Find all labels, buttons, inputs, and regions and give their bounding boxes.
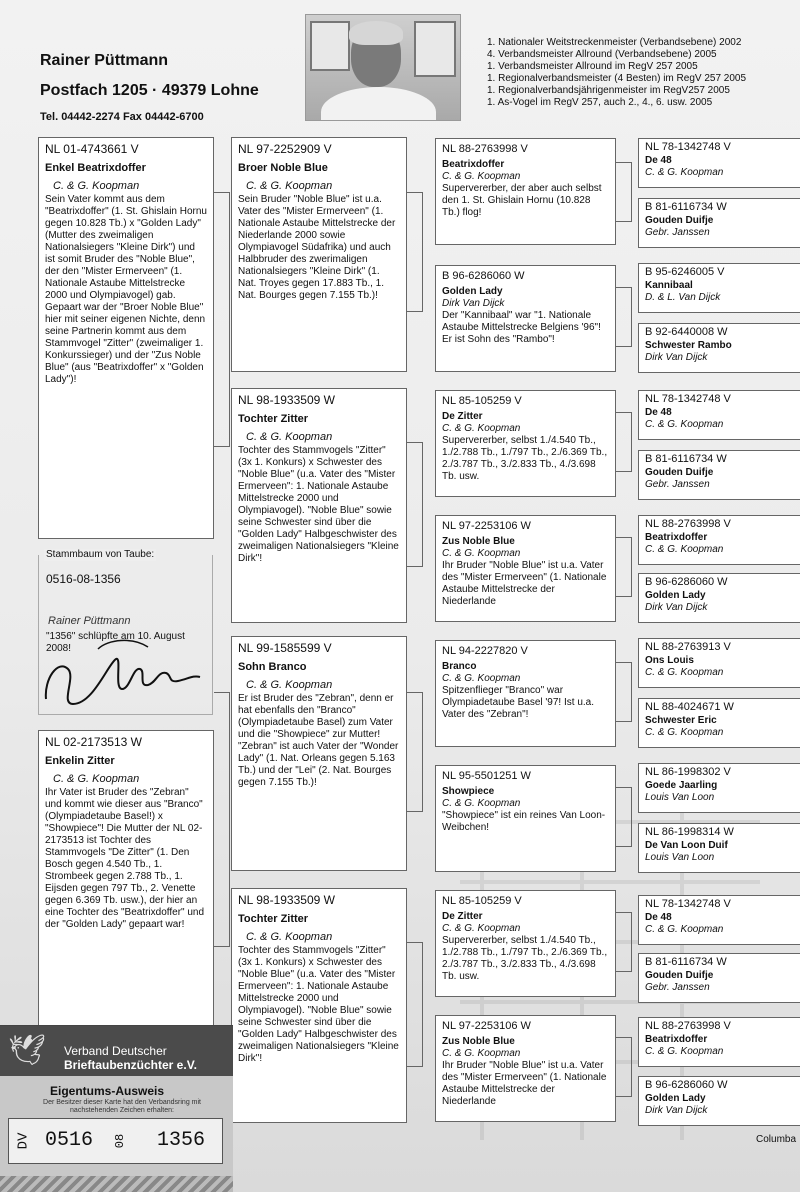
pigeon-name: Beatrixdoffer (645, 1034, 708, 1045)
pedigree-card-mf (231, 636, 407, 871)
card-stripe (0, 1176, 233, 1192)
breeder-name: Dirk Van Dijck (645, 602, 708, 613)
pigeon-name: De 48 (645, 407, 672, 418)
ring-number: NL 02-2173513 W (45, 735, 142, 749)
breeder-name: Dirk Van Dijck (645, 352, 708, 363)
breeder-name: C. & G. Koopman (53, 180, 140, 192)
pedigree-card-g16 (638, 1076, 800, 1126)
pedigree-card-mmf (435, 890, 616, 997)
connector (616, 287, 632, 347)
card-ring-number (8, 1118, 223, 1164)
pigeon-description: Sein Bruder "Noble Blue" ist u.a. Vater des "Mister Ermerveen" (1. Nationale Astaube Mittelstrecke der Niederlande 2000 sowie Olympiavogel Südafrika) und auch Halbbruder des zwerimaligen Nationalsiegers "Kleine Dirk" (1. Nat. Troyes gegen 17.883 Tb., 1. Nat. Bourges gegen 7.155 Tb.)! (238, 194, 396, 301)
ring-number: NL 97-2253106 W (442, 1020, 531, 1032)
pigeon-name: Zus Noble Blue (442, 1036, 515, 1047)
pigeon-description: Ihr Vater ist Bruder des "Zebran" und kommt wie dieser aus "Branco" (Olympiadetaube Basel!) x "Showpiece"! Die Mutter der NL 02-2173513 ist Tochter des Stammvogels "De Zitter" (1. Den Bosch gegen 4.540 Tb., 1. Strombeek gegen 2.788 Tb., 1. Eijsden gegen 797 Tb., 2. Venette gegen 6.369 Tb. usw.), der hier an eine Tochter des "Beatrixdoffer" und der "Golden Lady" gepaart war! (45, 787, 205, 930)
pigeon-name: Enkel Beatrixdoffer (45, 162, 146, 174)
ring-number: NL 88-2763998 V (442, 143, 528, 155)
achievement-item: 1. Nationaler Weitstreckenmeister (Verbandsebene) 2002 (487, 37, 742, 48)
breeder-name: C. & G. Koopman (442, 673, 521, 684)
ring-number: NL 98-1933509 W (238, 893, 335, 907)
breeder-name: C. & G. Koopman (442, 798, 521, 809)
breeder-name: Dirk Van Dijck (442, 298, 505, 309)
pigeon-description: Sein Vater kommt aus dem "Beatrixdoffer" (1. St. Ghislain Hornu gegen 10.828 Tb.) x "Golden Lady" (Mutter des zweimaligen Nationalsiegers "Kleine Dirk") und ist somit Bruder des "Noble Blue", der den "Mister Ermerveen" (1. Nationale Astaube Mittelstrecke 2000 und Olympiavogel) gab. Gepaart war der "Broer Noble Blue" hier mit seiner eigenen Nichte, denn seine Partnerin kommt aus dem Stammvogel "Zitter" (zweimaliger 1. Konkurssieger) und der "Zus Noble Blue" (aus "Beatrixdoffer" x "Golden Lady")! (45, 194, 207, 385)
breeder-name: D. & L. Van Dijck (645, 292, 721, 303)
breeder-name: C. & G. Koopman (442, 923, 521, 934)
achievement-item: 4. Verbandsmeister Allround (Verbandsebene) 2005 (487, 49, 717, 60)
stammbaum-code: 0516-08-1356 (46, 572, 121, 586)
ring-number: NL 78-1342748 V (645, 141, 731, 153)
pigeon-description: Der "Kannibaal" war "1. Nationale Astaube Mittelstrecke Belgiens '96"! Er ist Sohn des "Rambo"! (442, 310, 601, 345)
pedigree-card-mmm (435, 1015, 616, 1122)
breeder-name: C. & G. Koopman (53, 773, 140, 785)
ring-number: B 81-6116734 W (645, 453, 727, 465)
pigeon-description: Spitzenflieger "Branco" war Olympiadetaube Basel '97! Ist u.a. Vater des "Zebran"! (442, 685, 594, 720)
ring-number: NL 97-2252909 V (238, 142, 332, 156)
pigeon-description: Ihr Bruder "Noble Blue" ist u.a. Vater des "Mister Ermerveen" (1. Nationale Astaube Mittelstrecke der Niederlande (442, 1060, 607, 1107)
breeder-name: Gebr. Janssen (645, 227, 710, 238)
ring-number: B 96-6286060 W (645, 1079, 728, 1091)
owner-address: Postfach 1205 · 49379 Lohne (40, 82, 259, 99)
ring-number: NL 88-2763913 V (645, 641, 731, 653)
owner-name: Rainer Püttmann (40, 52, 169, 69)
ring-number: NL 97-2253106 W (442, 520, 531, 532)
pigeon-name: Beatrixdoffer (645, 532, 708, 543)
pedigree-card-fm (231, 388, 407, 623)
breeder-name: C. & G. Koopman (645, 544, 724, 555)
footer-brand: Columba (756, 1134, 797, 1145)
pedigree-card-g10 (638, 698, 800, 748)
ring-number: B 92-6440008 W (645, 326, 728, 338)
pedigree-card-g1 (638, 138, 800, 188)
breeder-name: C. & G. Koopman (246, 431, 333, 443)
ring-number: NL 98-1933509 W (238, 393, 335, 407)
breeder-name: Gebr. Janssen (645, 479, 710, 490)
connector (407, 192, 423, 312)
ring-number: B 96-6286060 W (442, 270, 525, 282)
pigeon-name: Zus Noble Blue (442, 536, 515, 547)
pigeon-description: Er ist Bruder des "Zebran", denn er hat ebenfalls den "Branco" (Olympiadetaube Basel) zum Vater und die "Showpiece" zur Mutter! "Zebran" ist auch Vater der "Wonder Lady" (1. Nat. Orleans gegen 5.163 Tb.) und der "Lei" (2. Nat. Bourges gegen 7.155 Tb.)! (238, 693, 399, 788)
connector (214, 192, 230, 447)
breeder-name: C. & G. Koopman (246, 931, 333, 943)
pedigree-card-g7 (638, 515, 800, 565)
pigeon-name: Gouden Duifje (645, 467, 714, 478)
pigeon-description: Tochter des Stammvogels "Zitter" (3x 1. Konkurs) x Schwester des "Noble Blue" (u.a. Vater des "Mister Ermerveen": 1. Nationale Astaube Mittelstrecke 2000 und Olympiavogel). "Noble Blue" sowie seine Schwester sind über die "Golden Lady" Halbgeschwister des zweimaligen Nationalsiegers "Kleine Dirk"! (238, 945, 399, 1064)
pedigree-card-g5 (638, 390, 800, 440)
pigeon-description: "Showpiece" ist ein reines Van Loon-Weibchen! (442, 810, 606, 833)
breeder-name: C. & G. Koopman (645, 419, 724, 430)
breeder-name: C. & G. Koopman (442, 548, 521, 559)
pedigree-card-fff (435, 138, 616, 245)
pedigree-card-g14 (638, 953, 800, 1003)
ring-number: NL 85-105259 V (442, 395, 522, 407)
pigeon-name: Broer Noble Blue (238, 162, 328, 174)
ring-number: NL 85-105259 V (442, 895, 522, 907)
breeder-name: Louis Van Loon (645, 852, 715, 863)
ring-number: B 81-6116734 W (645, 956, 727, 968)
stammbaum-label: Stammbaum von Taube: (46, 549, 155, 560)
achievement-item: 1. As-Vogel im RegV 257, auch 2., 4., 6. usw. 2005 (487, 97, 713, 108)
card-title: Eigentums-Ausweis (50, 1084, 165, 1098)
ring-number: NL 88-2763998 V (645, 518, 731, 530)
achievement-item: 1. Verbandsmeister Allround im RegV 257 2005 (487, 61, 698, 72)
pedigree-card-g11 (638, 763, 800, 813)
achievement-item: 1. Regionalverbandsmeister (4 Besten) im RegV 257 2005 (487, 73, 747, 84)
pigeon-description: Supervererber, selbst 1./4.540 Tb., 1./2.788 Tb., 1./797 Tb., 2./6.369 Tb., 2./3.787 Tb., 3./2.833 Tb., 4./3.698 Tb. usw. (442, 935, 608, 982)
connector (616, 412, 632, 472)
achievement-item: 1. Regionalverbandsjährigenmeister im RegV257 2005 (487, 85, 730, 96)
pedigree-card-mm (231, 888, 407, 1123)
pedigree-card-fmm (435, 515, 616, 622)
pedigree-card-g3 (638, 263, 800, 313)
pigeon-name: Golden Lady (645, 1093, 706, 1104)
pigeon-name: Schwester Eric (645, 715, 717, 726)
pigeon-name: Kannibaal (645, 280, 693, 291)
connector (407, 692, 423, 812)
connector (616, 787, 632, 847)
connector (214, 692, 230, 947)
pigeon-name: Sohn Branco (238, 661, 307, 673)
breeder-name: C. & G. Koopman (442, 171, 521, 182)
breeder-name: C. & G. Koopman (645, 167, 724, 178)
card-header (0, 1026, 233, 1076)
ring-number: NL 94-2227820 V (442, 645, 528, 657)
pigeon-name: De 48 (645, 912, 672, 923)
pigeon-name: De Van Loon Duif (645, 840, 728, 851)
breeder-name: Gebr. Janssen (645, 982, 710, 993)
pedigree-card-ffm (435, 265, 616, 372)
stammbaum-note: "1356" schlüpfte am 10. August 2008! (46, 631, 185, 654)
pedigree-card-g8 (638, 573, 800, 623)
ring-number: NL 86-1998302 V (645, 766, 731, 778)
breeder-name: C. & G. Koopman (645, 667, 724, 678)
card-text: Der Besitzer dieser Karte hat den Verbandsring mit nachstehenden Zeichen erhalten: (43, 1099, 201, 1114)
pigeon-description: Ihr Bruder "Noble Blue" ist u.a. Vater des "Mister Ermerveen" (1. Nationale Astaube Mittelstrecke der Niederlande (442, 560, 607, 607)
ring-number: B 81-6116734 W (645, 201, 727, 213)
ring-number: B 96-6286060 W (645, 576, 728, 588)
pedigree-card-mother (38, 730, 214, 1030)
pigeon-description: Supervererber, selbst 1./4.540 Tb., 1./2.788 Tb., 1./797 Tb., 2./6.369 Tb., 2./3.787 Tb., 3./2.833 Tb., 4./3.698 Tb. usw. (442, 435, 608, 482)
pigeon-name: Golden Lady (442, 286, 503, 297)
ring-number: NL 86-1998314 W (645, 826, 734, 838)
pigeon-description: Supervererber, der aber auch selbst den 1. St. Ghislain Hornu (10.828 Tb.) flog! (442, 183, 602, 218)
card-ring-part1: 0516 (45, 1129, 94, 1152)
pedigree-card-g15 (638, 1017, 800, 1067)
card-org-line1: Verband Deutscher (64, 1044, 167, 1058)
owner-phone: Tel. 04442-2274 Fax 04442-6700 (40, 111, 204, 123)
breeder-name: Dirk Van Dijck (645, 1105, 708, 1116)
card-ring-part2: 08 (113, 1133, 128, 1149)
stammbaum-owner: Rainer Püttmann (48, 615, 131, 627)
pigeon-name: Ons Louis (645, 655, 694, 666)
ownership-card (0, 1025, 233, 1192)
pigeon-name: Gouden Duifje (645, 215, 714, 226)
connector (616, 912, 632, 972)
connector (616, 537, 632, 597)
pigeon-description: Tochter des Stammvogels "Zitter" (3x 1. Konkurs) x Schwester des "Noble Blue" (u.a. Vater des "Mister Ermerveen": 1. Nationale Astaube Mittelstrecke 2000 und Olympiavogel). "Noble Blue" sowie seine Schwester sind über die "Golden Lady" Halbgeschwister des zweimaligen Nationalsiegers "Kleine Dirk"! (238, 445, 399, 564)
pedigree-card-g4 (638, 323, 800, 373)
pedigree-card-fmf (435, 390, 616, 497)
connector (616, 1037, 632, 1097)
card-org-line2: Brieftaubenzüchter e.V. (64, 1058, 197, 1072)
pedigree-card-g9 (638, 638, 800, 688)
ring-number: NL 01-4743661 V (45, 142, 139, 156)
breeder-name: C. & G. Koopman (645, 727, 724, 738)
achievements-list (487, 37, 746, 109)
breeder-name: C. & G. Koopman (645, 924, 724, 935)
pedigree-card-g2 (638, 198, 800, 248)
pedigree-card-g12 (638, 823, 800, 873)
pedigree-card-mfm (435, 765, 616, 872)
pedigree-card-mff (435, 640, 616, 747)
pigeon-name: Enkelin Zitter (45, 755, 115, 767)
card-ring-dv: DV (15, 1132, 32, 1150)
pedigree-card-ff (231, 137, 407, 372)
breeder-name: Louis Van Loon (645, 792, 715, 803)
connector (616, 162, 632, 222)
ring-number: NL 88-4024671 W (645, 701, 734, 713)
pigeon-name: Beatrixdoffer (442, 159, 505, 170)
owner-photo (305, 14, 461, 121)
connector (407, 442, 423, 567)
pigeon-name: De Zitter (442, 411, 483, 422)
breeder-name: C. & G. Koopman (442, 423, 521, 434)
pigeon-name: De 48 (645, 155, 672, 166)
ring-number: B 95-6246005 V (645, 266, 725, 278)
pigeon-name: Tochter Zitter (238, 913, 309, 925)
connector (616, 662, 632, 722)
stammbaum-box (38, 549, 213, 714)
ring-number: NL 78-1342748 V (645, 393, 731, 405)
breeder-name: C. & G. Koopman (442, 1048, 521, 1059)
ring-number: NL 78-1342748 V (645, 898, 731, 910)
pigeon-name: De Zitter (442, 911, 483, 922)
breeder-name: C. & G. Koopman (246, 679, 333, 691)
pedigree-card-g6 (638, 450, 800, 500)
pigeon-name: Golden Lady (645, 590, 706, 601)
ring-number: NL 88-2763998 V (645, 1020, 731, 1032)
connector (407, 942, 423, 1067)
pigeon-name: Gouden Duifje (645, 970, 714, 981)
ring-number: NL 99-1585599 V (238, 641, 332, 655)
pedigree-card-g13 (638, 895, 800, 945)
pigeon-name: Goede Jaarling (645, 780, 718, 791)
ring-number: NL 95-5501251 W (442, 770, 531, 782)
pigeon-name: Schwester Rambo (645, 340, 732, 351)
pigeon-name: Branco (442, 661, 477, 672)
dove-icon: 🕊 (8, 1034, 47, 1067)
pigeon-name: Tochter Zitter (238, 413, 309, 425)
pedigree-card-father (38, 137, 214, 539)
pigeon-name: Showpiece (442, 786, 495, 797)
breeder-name: C. & G. Koopman (246, 180, 333, 192)
card-ring-part3: 1356 (157, 1129, 206, 1152)
breeder-name: C. & G. Koopman (645, 1046, 724, 1057)
